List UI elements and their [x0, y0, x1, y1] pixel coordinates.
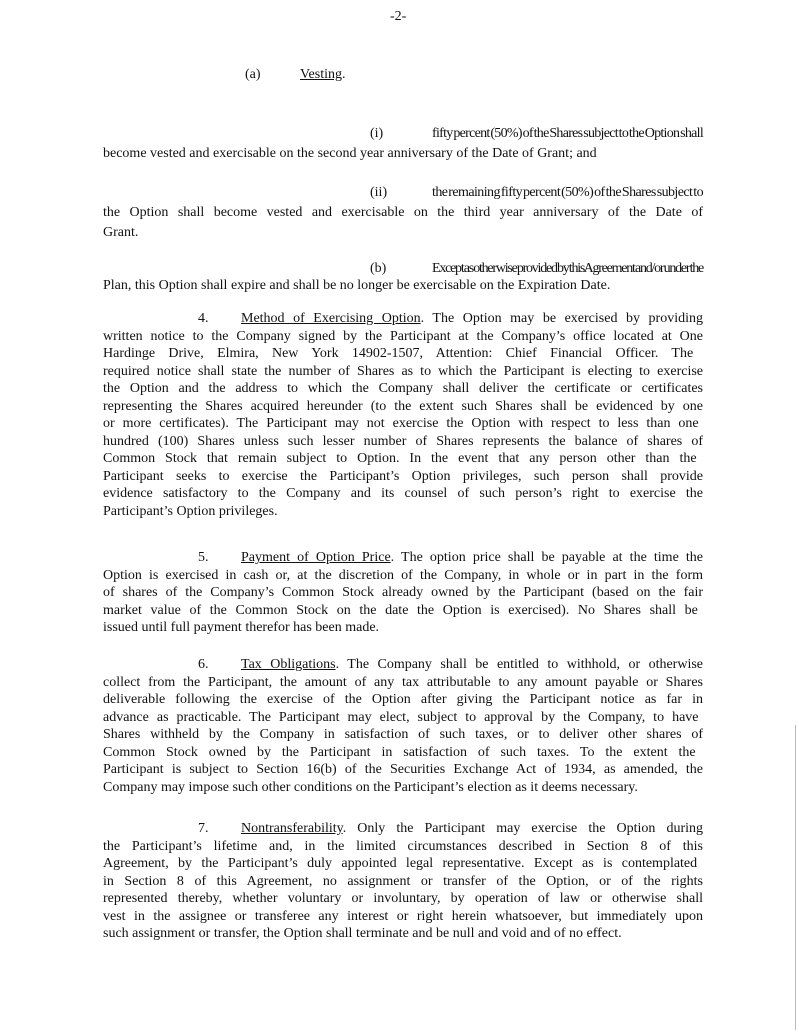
section-line: issued until full payment therefor has been made. — [103, 620, 380, 635]
section-first-line — [241, 549, 703, 566]
section-line: such assignment or transfer, the Option shall terminate and be null and void and of no effect. — [103, 926, 622, 941]
section-line: evidence satisfactory to the Company and its counsel of such person’s right to exercise the — [103, 486, 703, 501]
section-line: vest in the assignee or transferee any interest or right herein whatsoever, but immediately upon — [103, 908, 703, 924]
item-ii-label: (ii) — [370, 185, 388, 200]
vesting-heading — [300, 66, 346, 83]
item-b-line: Plan, this Option shall expire and shall be no longer be exercisable on the Expiration Date. — [103, 278, 611, 293]
section-line: advance as practicable. The Participant may elect, subject to approval by the Company, to have — [103, 709, 699, 725]
item-ii-line: Grant. — [103, 225, 139, 240]
section-line: hundred (100) Shares unless such lesser number of Shares represents the balance of shares of — [103, 433, 703, 449]
section-number: 5. — [198, 550, 209, 565]
section-first-line — [241, 820, 703, 837]
section-line: Option is exercised in cash or, at the discretion of the Company, in whole or in part in the form — [103, 567, 703, 583]
section-line: Participant seeks to exercise the Participant’s Option privileges, such person shall provide — [103, 468, 703, 484]
section-first-text: . The Option may be exercised by providing — [420, 311, 703, 326]
section-first-line — [241, 310, 703, 327]
vesting-heading-end: . — [342, 67, 346, 82]
section-line: required notice shall state the number of Shares as to which the Participant is electing to exercise — [103, 363, 703, 379]
item-i-label: (i) — [370, 126, 384, 141]
section-line: written notice to the Company signed by the Participant at the Company’s office located at One — [103, 328, 703, 344]
section-line: represented thereby, whether voluntary or involuntary, by operation of law or otherwise shall — [103, 891, 703, 906]
vesting-label: (a) — [245, 67, 261, 82]
scan-edge-line — [795, 725, 796, 1030]
section-line: Common Stock that remain subject to Option. In the event that any person other than the — [103, 451, 697, 466]
section-line: the Participant’s lifetime and, in the limited circumstances described in Section 8 of this — [103, 838, 703, 854]
section-line: Participant’s Option privileges. — [103, 503, 278, 519]
section-line: in Section 8 of this Agreement, no assignment or transfer of the Option, or of the rights — [103, 873, 703, 889]
section-first-line — [241, 656, 703, 673]
section-line: or more certificates). The Participant may not exercise the Option with respect to less than one — [103, 416, 699, 431]
section-heading: Method of Exercising Option — [241, 311, 421, 326]
section-number: 6. — [198, 657, 209, 672]
section-heading: Payment of Option Price — [241, 550, 391, 565]
item-i-line: become vested and exercisable on the second year anniversary of the Date of Grant; and — [103, 146, 597, 161]
section-heading: Tax Obligations — [241, 657, 336, 672]
section-heading: Nontransferability — [241, 821, 343, 836]
section-line: collect from the Participant, the amount of any tax attributable to any amount payable or Shares — [103, 674, 703, 690]
section-line: market value of the Common Stock on the date the Option is exercised). No Shares shall be — [103, 602, 698, 618]
item-b-label: (b) — [370, 261, 387, 276]
section-first-text: . The Company shall be entitled to withhold, or otherwise — [335, 657, 703, 672]
section-number: 4. — [198, 311, 209, 326]
section-line: Common Stock owned by the Participant in satisfaction of such taxes. To the extent the — [103, 744, 696, 760]
section-line: deliverable following the exercise of the Option after giving the Participant notice as far in — [103, 692, 703, 707]
item-b-first-line: Except as otherwise provided by this Agreement and/or under the — [432, 261, 703, 276]
section-line: Agreement, by the Participant’s duly appointed legal representative. Except as is contemplated — [103, 856, 698, 871]
section-line: representing the Shares acquired hereunder (to the extent such Shares shall be evidenced by one — [103, 398, 703, 414]
section-first-text: . The option price shall be payable at the time the — [390, 550, 704, 565]
section-line: Shares withheld by the Company in satisfaction of such taxes, or to deliver other shares of — [103, 727, 703, 742]
section-number: 7. — [198, 821, 209, 836]
item-ii-line: the Option shall become vested and exercisable on the third year anniversary of the Date of — [103, 205, 703, 220]
section-line: Company may impose such other conditions on the Participant’s election as it deems necessary. — [103, 779, 638, 795]
section-first-text: . Only the Participant may exercise the Option during — [342, 821, 703, 836]
section-line: Participant is subject to Section 16(b) of the Securities Exchange Act of 1934, as amended, the — [103, 762, 703, 777]
section-line: of shares of the Company’s Common Stock already owned by the Participant (based on the fair — [103, 585, 703, 600]
section-line: Hardinge Drive, Elmira, New York 14902-1507, Attention: Chief Financial Officer. The — [103, 346, 694, 361]
vesting-heading-text: Vesting — [300, 67, 342, 82]
item-ii-first-line: the remaining fifty percent (50%) of the Shares subject to — [432, 185, 703, 200]
page-number: -2- — [390, 9, 407, 24]
item-i-first-line: fifty percent (50%) of the Shares subject to the Option shall — [432, 126, 703, 141]
section-line: the Option and the address to which the Company shall deliver the certificate or certificates — [103, 381, 703, 396]
